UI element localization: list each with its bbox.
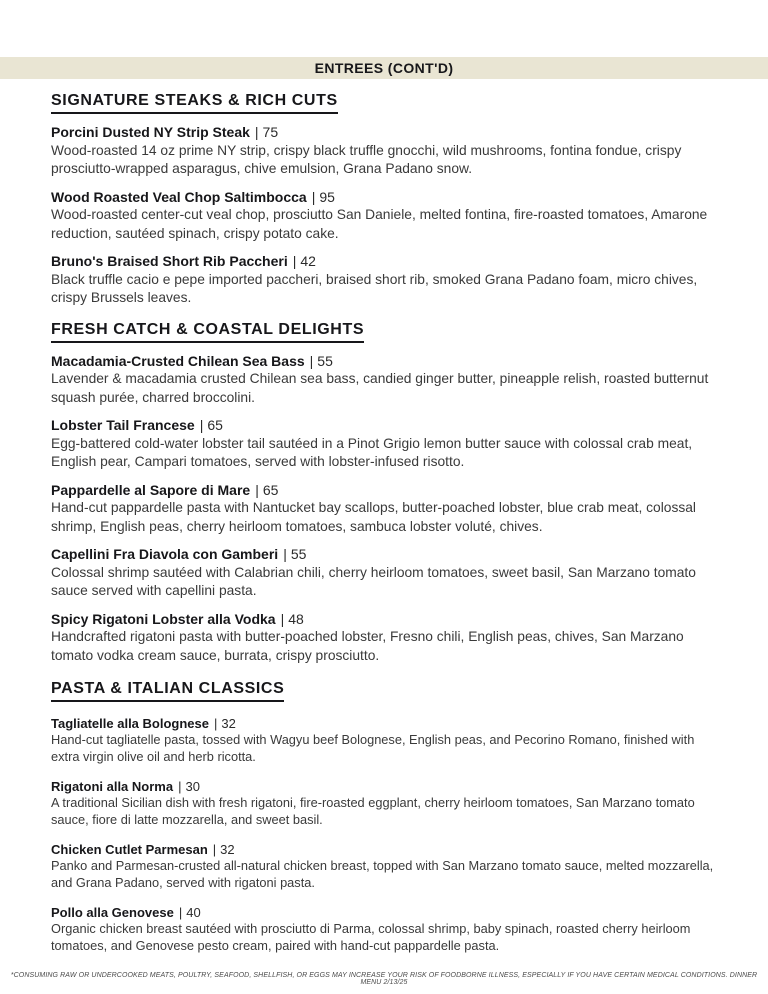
- menu-item-title: [51, 715, 717, 732]
- section-pasta-classics: [51, 680, 717, 954]
- price-separator: |: [213, 716, 218, 731]
- page-title: ENTREES (CONT'D): [314, 60, 454, 76]
- price-separator: |: [199, 417, 204, 433]
- menu-content: [51, 79, 717, 954]
- menu-item-description: Lavender & macadamia crusted Chilean sea bass, candied ginger butter, pineapple relish, roasted butternut squash purée, charred broccolini.: [51, 371, 709, 405]
- menu-item: [51, 188, 717, 244]
- menu-item-title: [51, 416, 717, 435]
- section-signature-steaks: [51, 92, 717, 308]
- menu-item-name: Tagliatelle alla Bolognese: [51, 716, 209, 731]
- menu-item: [51, 123, 717, 179]
- menu-item: [51, 715, 717, 765]
- section-heading-row: [51, 92, 717, 114]
- menu-item-description: Handcrafted rigatoni pasta with butter-poached lobster, Fresno chili, English peas, chives, San Marzano tomato vodka cream sauce, burrata, crispy prosciutto.: [51, 629, 684, 663]
- section-heading: PASTA & ITALIAN CLASSICS: [51, 680, 284, 702]
- menu-item: [51, 252, 717, 308]
- price-separator: |: [292, 253, 297, 269]
- menu-item-title: [51, 545, 717, 564]
- menu-item-description: Hand-cut pappardelle pasta with Nantucket bay scallops, butter-poached lobster, blue crab meat, colossal shrimp, English peas, cherry heirloom tomatoes, sambuca lobster voluté, chives.: [51, 500, 696, 534]
- section-fresh-catch: [51, 321, 717, 666]
- disclaimer-text: *CONSUMING RAW OR UNDERCOOKED MEATS, POULTRY, SEAFOOD, SHELLFISH, OR EGGS MAY INCREASE YOUR RISK OF FOODBORNE ILLNESS, ESPECIALLY IF YOU HAVE CERTAIN MEDICAL CONDITIONS. DINNER MENU 2/13/25: [10, 972, 758, 986]
- menu-item: [51, 904, 717, 954]
- menu-item-price: 65: [262, 481, 279, 498]
- menu-item-title: [51, 123, 717, 142]
- menu-item-price: 55: [317, 352, 333, 369]
- price-separator: |: [212, 842, 217, 857]
- menu-item-name: Pollo alla Genovese: [51, 905, 174, 920]
- menu-item-name: Pappardelle al Sapore di Mare: [51, 481, 251, 498]
- menu-item-name: Lobster Tail Francese: [51, 417, 195, 433]
- menu-item-description: Egg-battered cold-water lobster tail sautéed in a Pinot Grigio lemon butter sauce with colossal crab meat, English pear, Campari tomatoes, served with lobster-infused risotto.: [51, 435, 693, 469]
- menu-item-description: Black truffle cacio e pepe imported paccheri, braised short rib, smoked Grana Padano foam, micro chives, crispy Brussels leaves.: [51, 271, 698, 305]
- menu-item-price: 32: [220, 842, 235, 857]
- menu-item-name: Porcini Dusted NY Strip Steak: [51, 124, 250, 140]
- menu-item-title: [51, 352, 717, 371]
- price-separator: |: [178, 905, 183, 920]
- menu-item-name: Macadamia-Crusted Chilean Sea Bass: [51, 352, 305, 369]
- menu-item-title: [51, 188, 717, 207]
- section-heading-row: [51, 680, 717, 702]
- price-separator: |: [178, 779, 182, 794]
- menu-item-title: [51, 252, 717, 271]
- menu-item-description: Organic chicken breast sautéed with prosciutto di Parma, colossal shrimp, baby spinach, roasted cherry heirloom tomatoes, and Genovese pesto cream, paired with hand-cut pappardelle pasta.: [51, 921, 691, 953]
- menu-item: [51, 352, 717, 408]
- menu-item-name: Bruno's Braised Short Rib Paccheri: [51, 253, 288, 269]
- menu-item-price: 48: [288, 610, 304, 627]
- price-separator: |: [254, 124, 259, 140]
- menu-item-price: 32: [221, 716, 236, 731]
- menu-item-name: Spicy Rigatoni Lobster alla Vodka: [51, 610, 276, 627]
- menu-item: [51, 416, 717, 472]
- price-separator: |: [280, 610, 285, 627]
- menu-item-title: [51, 610, 717, 629]
- section-heading: FRESH CATCH & COASTAL DELIGHTS: [51, 321, 364, 343]
- menu-item-description: Wood-roasted center-cut veal chop, prosciutto San Daniele, melted fontina, fire-roasted tomatoes, Amarone reduction, sautéed spinach, crispy potato cake.: [51, 207, 708, 241]
- menu-item-price: 75: [262, 124, 279, 140]
- menu-item-price: 40: [186, 905, 201, 920]
- menu-item-price: 65: [207, 417, 223, 433]
- price-separator: |: [283, 546, 287, 562]
- menu-item-name: Rigatoni alla Norma: [51, 779, 174, 794]
- menu-item-description: Wood-roasted 14 oz prime NY strip, crispy black truffle gnocchi, wild mushrooms, fontina fondue, crispy prosciutto-wrapped asparagus, chive emulsion, Grana Padano snow.: [51, 142, 682, 176]
- section-heading: SIGNATURE STEAKS & RICH CUTS: [51, 92, 338, 114]
- menu-item-name: Wood Roasted Veal Chop Saltimbocca: [51, 188, 307, 205]
- menu-item-title: [51, 904, 717, 921]
- price-separator: |: [309, 352, 314, 369]
- page-header-bar: [0, 57, 768, 79]
- menu-item-name: Chicken Cutlet Parmesan: [51, 842, 208, 857]
- menu-item-price: 95: [319, 188, 335, 205]
- section-heading-row: [51, 321, 717, 343]
- menu-item-description: A traditional Sicilian dish with fresh rigatoni, fire-roasted eggplant, cherry heirloom tomatoes, San Marzano tomato sauce, fiore di latte mozzarella, and sweet basil.: [51, 795, 695, 827]
- price-separator: |: [255, 481, 259, 498]
- menu-item-name: Capellini Fra Diavola con Gamberi: [51, 546, 279, 562]
- menu-item-price: 30: [185, 779, 200, 794]
- menu-item-title: [51, 481, 717, 500]
- menu-item-description: Colossal shrimp sautéed with Calabrian chili, cherry heirloom tomatoes, sweet basil, San Marzano tomato sauce served with capellini pasta.: [51, 564, 696, 598]
- menu-item-price: 42: [300, 253, 316, 269]
- menu-item: [51, 545, 717, 601]
- menu-item: [51, 841, 717, 891]
- menu-item: [51, 778, 717, 828]
- price-separator: |: [311, 188, 316, 205]
- menu-item: [51, 481, 717, 537]
- menu-item-title: [51, 778, 717, 795]
- menu-item-title: [51, 841, 717, 858]
- menu-item-description: Hand-cut tagliatelle pasta, tossed with Wagyu beef Bolognese, English peas, and Pecorino Romano, finished with extra virgin olive oil and herb ricotta.: [51, 732, 695, 764]
- menu-item-description: Panko and Parmesan-crusted all-natural chicken breast, topped with San Marzano tomato sauce, melted mozzarella, and Grana Padano, served with rigatoni pasta.: [51, 858, 714, 890]
- menu-item: [51, 610, 717, 666]
- menu-item-price: 55: [290, 546, 307, 562]
